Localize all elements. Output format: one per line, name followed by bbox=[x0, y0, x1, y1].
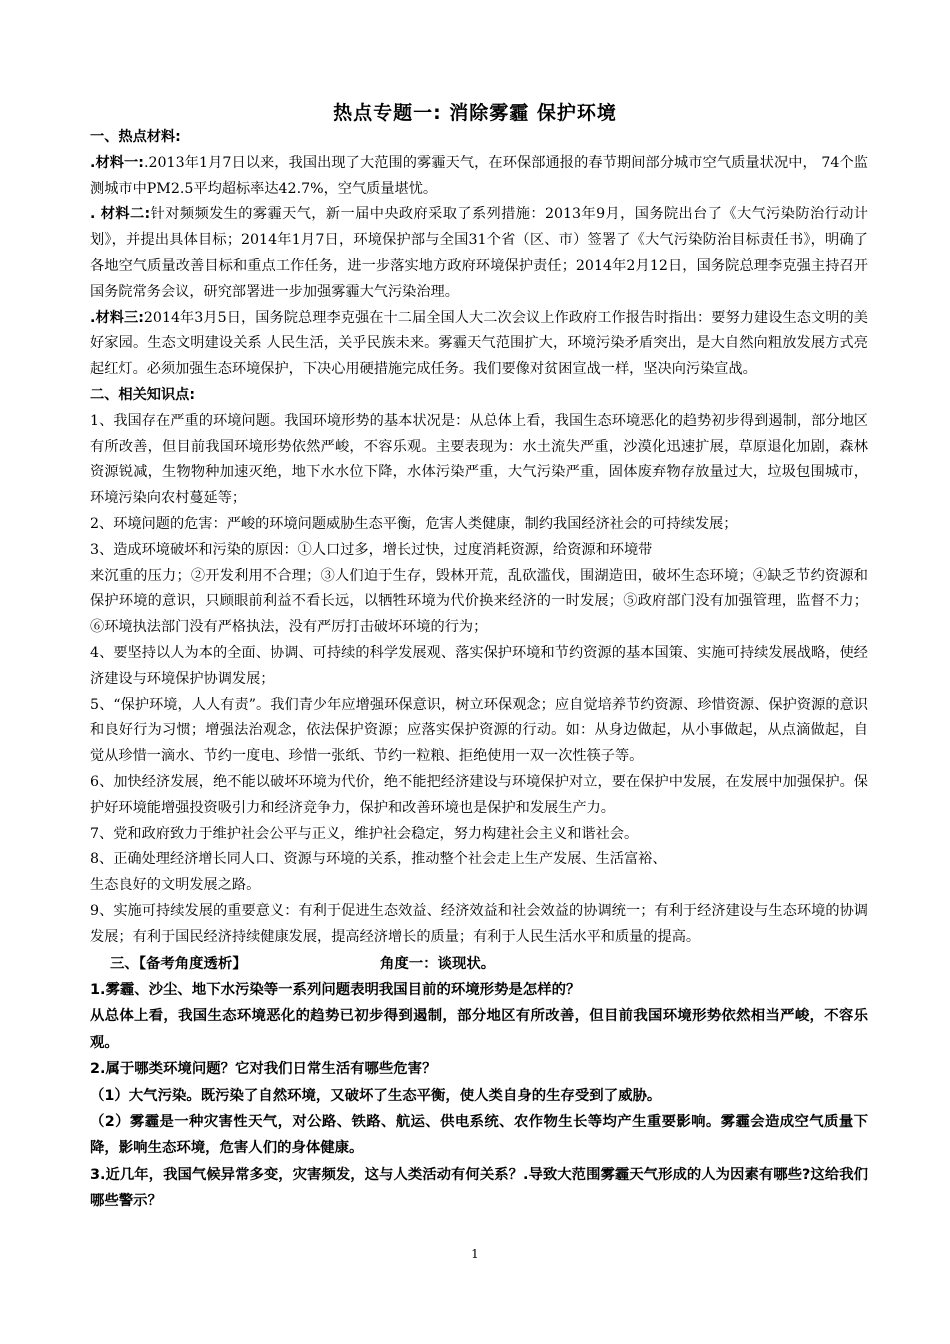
section-heading-analysis: 三、【备考角度透析】 bbox=[110, 955, 247, 972]
knowledge-point-9: 9、实施可持续发展的重要意义：有利于促进生态效益、经济效益和社会效益的协调统一；有利于经济建设与生态环境的协调发展；有利于国民经济持续健康发展，提高经济增长的质量；有利于人民生活水平和质量的提高。 bbox=[90, 902, 868, 945]
document-body bbox=[90, 125, 868, 1215]
knowledge-point-7: 7、党和政府致力于维护社会公平与正义，维护社会稳定，努力构建社会主义和谐社会。 bbox=[90, 825, 639, 842]
material-1-label: .材料一: bbox=[90, 154, 144, 171]
question-1: 1.雾霾、沙尘、地下水污染等一系列问题表明我国目前的环境形势是怎样的？ bbox=[90, 981, 581, 998]
material-3-label: .材料三: bbox=[90, 309, 144, 326]
angle-label: 角度一：谈现状。 bbox=[380, 955, 496, 972]
material-2-text: 针对频频发生的雾霾天气，新一届中央政府采取了系列措施：2013年9月，国务院出台了《大气污染防治行动计划》，并提出具体目标；2014年1月7日，环境保护部与全国31个省（区、市）签署了《大气污染防治目标责任书》，明确了各地空气质量改善目标和重点工作任务，进一步落实地方政府环境保护责任；2014年2月12日，国务院总理李克强主持召开国务院常务会议，研究部署进一步加强雾霾大气污染治理。 bbox=[90, 206, 868, 300]
knowledge-point-1: 1、我国存在严重的环境问题。我国环境形势的基本状况是：从总体上看，我国生态环境恶化的趋势初步得到遏制，部分地区有所改善，但目前我国环境形势依然严峻，不容乐观。主要表现为：水土流失严重，沙漠化迅速扩展，草原退化加剧，森林资源锐减，生物物种加速灭绝，地下水水位下降，水体污染严重，大气污染严重，固体废弃物存放量过大，垃圾包围城市，环境污染向农村蔓延等； bbox=[90, 412, 868, 507]
knowledge-point-8a: 8、正确处理经济增长同人口、资源与环境的关系，推动整个社会走上生产发展、生活富裕、 bbox=[90, 851, 667, 868]
knowledge-point-5: 5、“保护环境，人人有责”。我们青少年应增强环保意识，树立环保观念；应自觉培养节约资源、珍惜资源、保护资源的意识和良好行为习惯；增强法治观念，依法保护资源；应落实保护资源的行动。如：从身边做起，从小事做起，从点滴做起，自觉从珍惜一滴水、节约一度电、珍惜一张纸、节约一粒粮、拒绝使用一双一次性筷子等。 bbox=[90, 696, 868, 765]
answer-1: 从总体上看，我国生态环境恶化的趋势已初步得到遏制，部分地区有所改善，但目前我国环境形势依然相当严峻，不容乐观。 bbox=[90, 1008, 868, 1051]
section-heading-knowledge: 二、相关知识点: bbox=[90, 386, 195, 403]
answer-2b: （2）雾霾是一种灾害性天气，对公路、铁路、航运、供电系统、农作物生长等均产生重要影响。雾霾会造成空气质量下降，影响生态环境，危害人们的身体健康。 bbox=[90, 1113, 868, 1157]
knowledge-point-3a: 3、造成环境破坏和污染的原因：①人口过多，增长过快，过度消耗资源，给资源和环境带 bbox=[90, 541, 653, 558]
answer-2a: （1）大气污染。既污染了自然环境，又破坏了生态平衡，使人类自身的生存受到了威胁。 bbox=[90, 1087, 662, 1104]
knowledge-point-2: 2、环境问题的危害：严峻的环境问题威胁生态平衡，危害人类健康，制约我国经济社会的可持续发展； bbox=[90, 515, 738, 532]
question-3: 3.近几年，我国气候异常多变，灾害频发，这与人类活动有何关系？.导致大范围雾霾天气形成的人为因素有哪些?这给我们哪些警示？ bbox=[90, 1166, 868, 1210]
material-2 bbox=[90, 202, 868, 305]
question-2: 2.属于哪类环境问题？它对我们日常生活有哪些危害？ bbox=[90, 1061, 437, 1078]
section-3-header bbox=[90, 951, 868, 977]
material-3-text: 2014年3月5日，国务院总理李克强在十二届全国人大二次会议上作政府工作报告时指出：要努力建设生态文明的美好家园。生态文明建设关系 人民生活，关乎民族未来。雾霾天气范围扩大，环境污染矛盾突出，是大自然向粗放发展方式亮起红灯。必须加强生态环境保护，下决心用硬措施完成任务。我们要像对贫困宣战一样，坚决向污染宣战。 bbox=[90, 309, 868, 378]
material-2-label: . 材料二: bbox=[90, 206, 151, 223]
page-number: 1 bbox=[471, 1247, 479, 1261]
material-3 bbox=[90, 306, 868, 383]
knowledge-point-4: 4、要坚持以人为本的全面、协调、可持续的科学发展观、落实保护环境和节约资源的基本国策、实施可持续发展战略，使经济建设与环境保护协调发展； bbox=[90, 644, 868, 687]
material-1 bbox=[90, 151, 868, 203]
material-1-text: .2013年1月7日以来，我国出现了大范围的雾霾天气，在环保部通报的春节期间部分城市空气质量状况中， 74个监测城市中PM2.5平均超标率达42.7%，空气质量堪忧。 bbox=[90, 154, 868, 197]
knowledge-point-8b: 生态良好的文明发展之路。 bbox=[90, 877, 261, 894]
knowledge-point-3b: 来沉重的压力；②开发利用不合理；③人们迫于生存，毁林开荒，乱砍滥伐，围湖造田，破坏生态环境；④缺乏节约资源和保护环境的意识，只顾眼前利益不看长远，以牺牲环境为代价换来经济的一时发展；⑤政府部门没有加强管理，监督不力；⑥环境执法部门没有严格执法，没有严厉打击破坏环境的行为； bbox=[90, 567, 868, 636]
knowledge-point-6: 6、加快经济发展，绝不能以破坏环境为代价，绝不能把经济建设与环境保护对立，要在保护中发展，在发展中加强保护。保护好环境能增强投资吸引力和经济竞争力，保护和改善环境也是保护和发展生产力。 bbox=[90, 773, 868, 816]
section-heading-materials: 一、热点材料: bbox=[90, 129, 181, 145]
page-title: 热点专题一: 消除雾霾 保护环境 bbox=[333, 102, 617, 124]
